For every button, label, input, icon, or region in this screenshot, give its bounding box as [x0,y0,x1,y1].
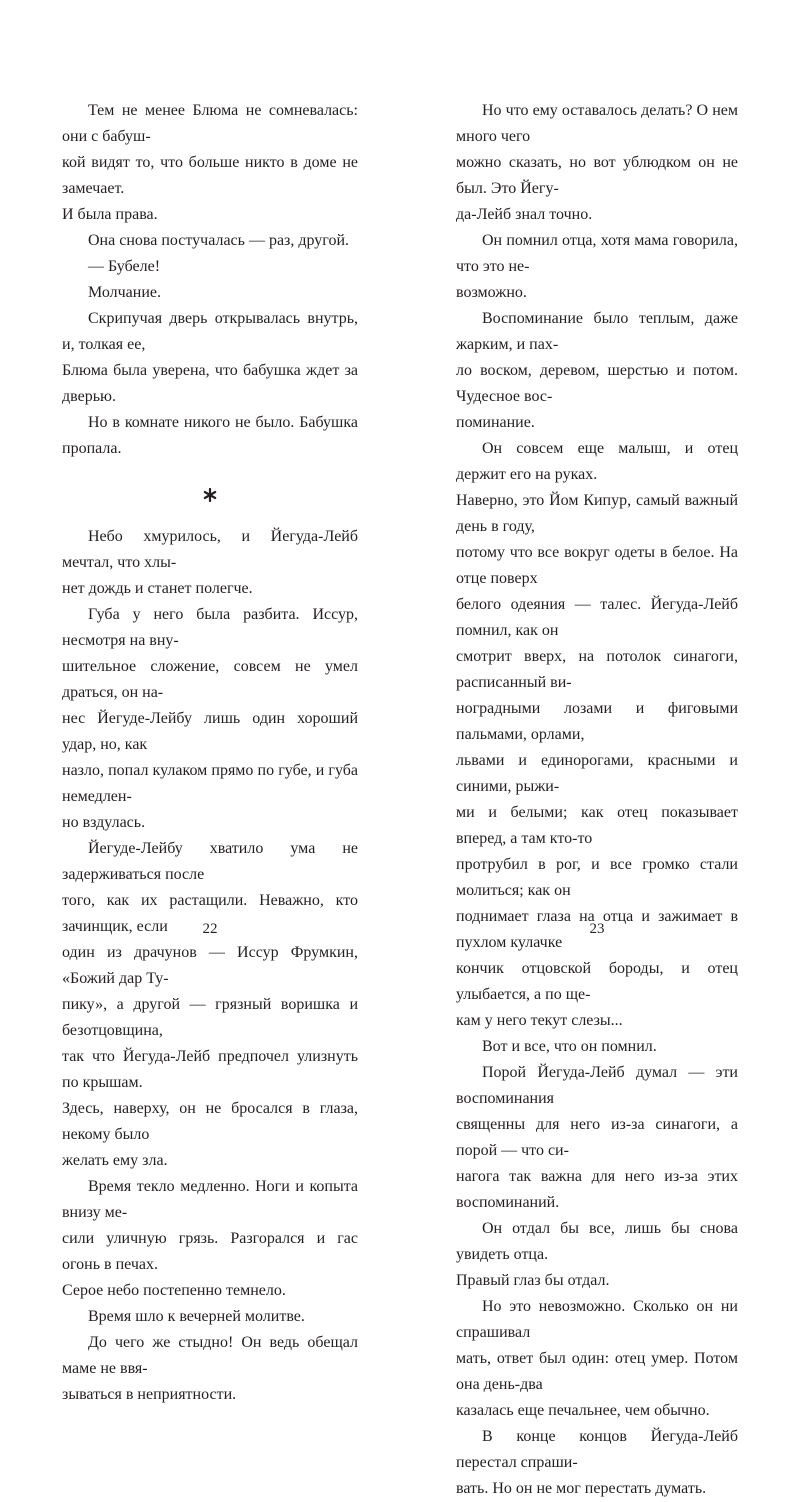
text-line: Он помнил отца, хотя мама говорила, что это не- [456,232,738,275]
text-line: Время шло к вечерней молитве. [88,1308,305,1325]
left-page-text [62,98,358,1408]
text-line: Блюма была уверена, что бабушка ждет за дверью. [62,362,358,405]
text-line: Серое небо постепенно темнело. [62,1282,286,1299]
text-line: В конце концов Йегуда-Лейб перестал спраши- [456,1428,738,1471]
text-line: нет дождь и станет полегче. [62,580,253,597]
text-line: ло воском, деревом, шерстью и потом. Чудесное вос- [456,362,738,405]
text-line: Но что ему оставалось делать? О нем много чего [456,102,738,145]
text-line: Наверно, это Йом Кипур, самый важный день в году, [456,492,738,535]
text-line: шительное сложение, совсем не умел драться, он на- [62,658,358,701]
text-line: назло, попал кулаком прямо по губе, и губа немедлен- [62,762,358,805]
text-line: Воспоминание было теплым, даже жарким, и пах- [456,310,738,353]
text-line: Правый глаз бы отдал. [456,1272,610,1289]
text-line: нес Йегуде-Лейбу лишь один хороший удар, но, как [62,710,358,753]
text-line: смотрит вверх, на потолок синагоги, расписанный ви- [456,648,738,691]
text-line: — Бубеле! [88,258,161,275]
text-line: да-Лейб знал точно. [456,206,593,223]
text-line: До чего же стыдно! Он ведь обещал маме не ввя- [62,1334,358,1377]
text-line: Скрипучая дверь открывалась внутрь, и, толкая ее, [62,310,358,353]
text-line: поминание. [456,414,535,431]
text-line: Она снова постучалась — раз, другой. [88,232,350,249]
text-line: белого одеяния — талес. Йегуда-Лейб помнил, как он [456,596,738,639]
page-number: 23 [589,921,605,937]
text-line: Вот и все, что он помнил. [482,1038,657,1055]
text-line: поднимает глаза на отца и зажимает в пухлом кулачке [456,908,738,951]
text-line: Небо хмурилось, и Йегуда-Лейб мечтал, что хлы- [62,528,358,571]
text-line: кой видят то, что больше никто в доме не замечает. [62,154,358,197]
right-page [456,0,738,1497]
right-page-text [456,98,738,1502]
text-line: Здесь, наверху, он не бросался в глаза, некому было [62,1100,358,1143]
text-line: Но в комнате никого не было. Бабушка пропала. [62,414,358,457]
asterisk-ornament-icon [203,488,217,502]
text-line: возможно. [456,284,527,301]
section-break-ornament [62,488,358,512]
text-line: протрубил в рог, и все громко стали молиться; как он [456,856,738,899]
left-page [62,0,358,1403]
text-line: Но это невозможно. Сколько он ни спрашивал [456,1298,738,1341]
text-line: Губа у него была разбита. Иссур, несмотря на вну- [62,606,358,649]
text-line: священны для него из-за синагоги, а порой — что си- [456,1116,738,1159]
text-line: Он отдал бы все, лишь бы снова увидеть отца. [456,1220,738,1263]
text-line: Время текло медленно. Ноги и копыта внизу ме- [62,1178,358,1221]
text-line: казалась еще печальнее, чем обычно. [456,1402,710,1419]
text-line: Порой Йегуда-Лейб думал — эти воспоминания [456,1064,738,1107]
text-line: Молчание. [88,284,161,301]
text-line: кам у него текут слезы... [456,1012,623,1029]
text-line: нагога так важна для него из-за этих воспоминаний. [456,1168,738,1211]
text-line: ноградными лозами и фиговыми пальмами, орлами, [456,700,738,743]
text-line: мать, ответ был один: отец умер. Потом она день-два [456,1350,738,1393]
text-line: зываться в неприятности. [62,1386,237,1403]
text-line: но вздулась. [62,814,146,831]
text-line: того, как их растащили. Неважно, кто зачинщик, если [62,892,358,935]
text-line: кончик отцовской бороды, и отец улыбается, а по ще- [456,960,738,1003]
text-line: львами и единорогами, красными и синими, рыжи- [456,752,738,795]
text-line: Он совсем еще малыш, и отец держит его на руках. [456,440,738,483]
text-line: И была права. [62,206,158,223]
text-line: Йегуде-Лейбу хватило ума не задерживаться после [62,840,358,883]
text-line: Тем не менее Блюма не сомневалась: они с бабуш- [62,102,358,145]
text-line: пику», а другой — грязный воришка и безотцовщина, [62,996,358,1039]
page-number: 22 [202,921,218,937]
text-line: желать ему зла. [62,1152,168,1169]
text-line: так что Йегуда-Лейб предпочел улизнуть по крышам. [62,1048,358,1091]
text-line: вать. Но он не мог перестать думать. [456,1480,707,1497]
text-line: один из драчунов — Иссур Фрумкин, «Божий дар Ту- [62,944,358,987]
text-line: можно сказать, но вот ублюдком он не был. Это Йегу- [456,154,738,197]
text-line: ми и белыми; как отец показывает вперед, а там кто-то [456,804,738,847]
text-line: сили уличную грязь. Разгорался и гас огонь в печах. [62,1230,358,1273]
text-line: потому что все вокруг одеты в белое. На отце поверх [456,544,738,587]
